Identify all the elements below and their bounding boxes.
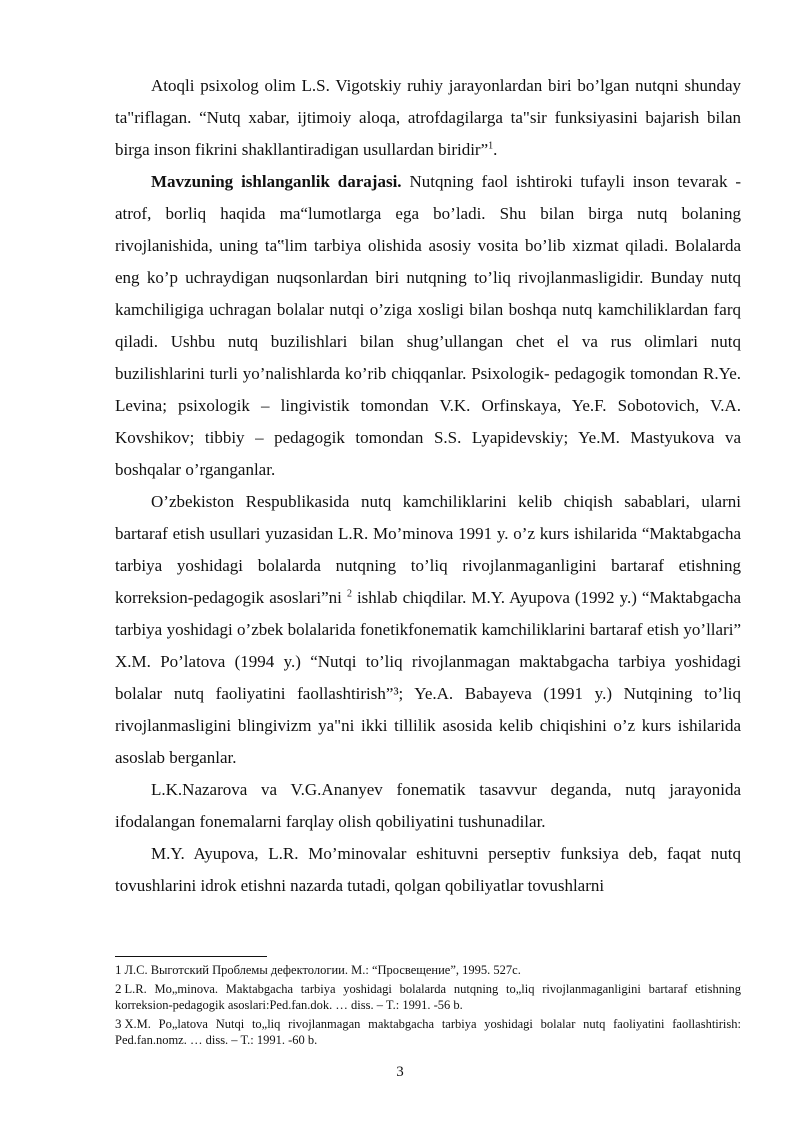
paragraph-text: L.K.Nazarova va V.G.Ananyev fonematik tasavvur deganda, nutq jarayonida ifodalangan fonemalarni farqlay olish qobiliyatini tushunadilar. [115,780,741,831]
footnote-number: 2 [115,981,122,996]
footnotes [115,962,741,1051]
paragraph [115,838,741,902]
paragraph-text: O’zbekiston Respublikasida nutq kamchiliklarini kelib chiqish sabablari, ularni bartaraf etish usullari yuzasidan L.R. Mo’minova 1991 y. o’z kurs ishilarida “Maktabgacha tarbiya yoshidagi bolalarda nutqning to’liq rivojlanmaganligini bartaraf etishning korreksion-pedagogik asoslari”ni [115,492,741,607]
paragraph-text: M.Y. Ayupova, L.R. Mo’minovalar eshituvni perseptiv funksiya deb, faqat nutq tovushlarini idrok etishni nazarda tutadi, qolgan qobiliyatlar tovushlarni [115,844,741,895]
paragraph [115,486,741,774]
section-heading: Mavzuning ishlanganlik darajasi. [151,172,402,191]
footnote [115,962,741,978]
footnote [115,1016,741,1048]
footnote-text: Л.С. Выготский Проблемы дефектологии. М.: “Просвещение”, 1995. 527с. [124,963,521,977]
footnote-ref: 1 [488,140,494,152]
footnote-number: 1 [115,962,122,977]
footnote-separator [115,956,267,957]
footnote-text: X.M. Po„latova Nutqi to„liq rivojlanmagan maktabgacha tarbiya yoshidagi bolalar nutq faoliyatini faollashtirish: Ped.fan.nomz. … diss. – T.: 1991. -60 b. [115,1017,741,1047]
paragraph-text: Nutqning faol ishtiroki tufayli inson tevarak - atrof, borliq haqida ma“lumotlarga ega bo’ladi. Shu bilan birga nutq bolaning rivojlanishida, uning ta‟lim tarbiya olishida asosiy vosita bo’lib xizmat qiladi. Bolalarda eng ko’p uchraydigan nuqsonlardan biri nutqning to’liq rivojlanmasligidir. Bunday nutq kamchiligiga uchragan bolalar nutqi o’ziga xosligi bilan boshqa nutq kamchiliklardan farq qiladi. Ushbu nutq buzilishlari bilan shug’ullangan chet el va rus olimlari nutq buzilishlarini turli yo’nalishlarda ko’rib chiqqanlar. Psixologik- pedagogik tomondan R.Ye. Levina; psixologik – lingivistik tomondan V.K. Orfinskaya, Ye.F. Sobotovich, V.A. Kovshikov; tibbiy – pedagogik tomondan S.S. Lyapidevskiy; Ye.M. Mastyukova va boshqalar o’rganganlar. [115,172,741,479]
footnote-number: 3 [115,1016,122,1031]
footnote-text: L.R. Mo„minova. Maktabgacha tarbiya yoshidagi bolalarda nutqning to„liq rivojlanmaganligini bartaraf etishning korreksion-pedagogik asoslari:Ped.fan.dok. … diss. – T.: 1991. -56 b. [115,982,741,1012]
footnote [115,981,741,1013]
footnote-ref: 2 [346,588,352,600]
paragraph [115,774,741,838]
paragraph-text: Atoqli psixolog olim L.S. Vigotskiy ruhiy jarayonlardan biri bo’lgan nutqni shunday ta"riflagan. “Nutq xabar, ijtimoiy aloqa, atrofdagilarga ta"sir funksiyasini bajarish bilan birga inson fikrini shakllantiradigan usullardan biridir” [115,76,741,159]
paragraph [115,166,741,486]
paragraph [115,70,741,166]
paragraph-tail: . [493,140,498,159]
body-text [115,70,741,902]
page-number: 3 [396,1064,404,1080]
paragraph-tail: ishlab chiqdilar. M.Y. Ayupova (1992 y.) “Maktabgacha tarbiya yoshidagi o’zbek bolalarida fonetikfonematik kamchiliklarini bartaraf etish yo’llari” X.M. Po’latova (1994 y.) “Nutqi to’liq rivojlanmagan maktabgacha tarbiya yoshidagi bolalar nutq faoliyatini faollashtirish”³; Ye.A. Babayeva (1991 y.) Nutqining to’liq rivojlanmasligini blingivizm ya"ni ikki tillilik asosida kelib chiqishini o’z kurs ishilarida asoslab berganlar. [115,588,742,767]
